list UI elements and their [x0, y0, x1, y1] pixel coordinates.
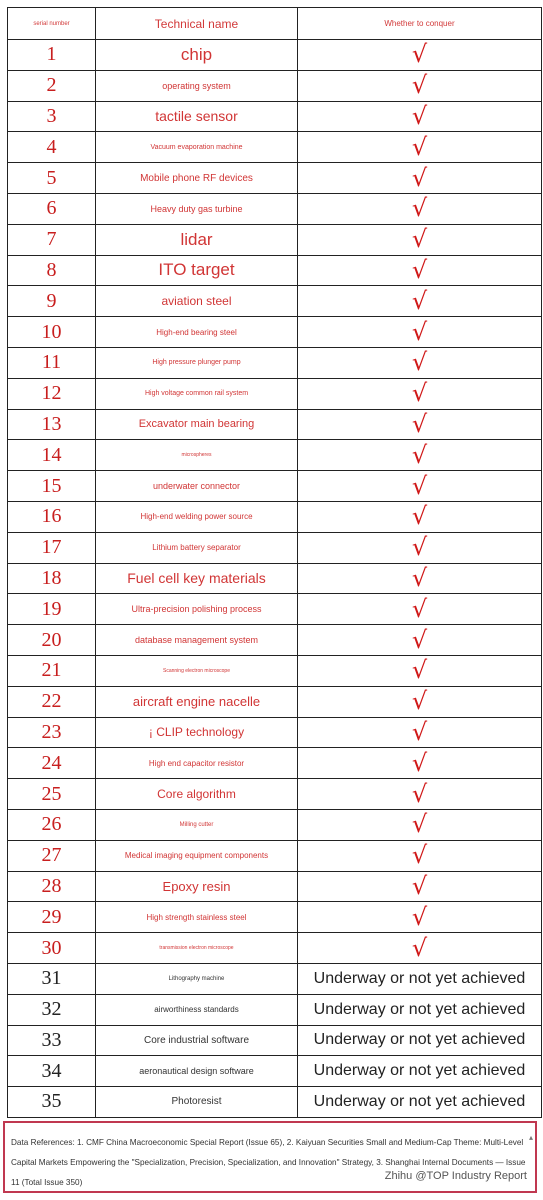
technical-name-cell: Mobile phone RF devices [96, 163, 298, 194]
checkmark-icon: √ [411, 379, 428, 408]
table-row [8, 563, 542, 594]
status-text: Underway or not yet achieved [313, 1092, 526, 1110]
checkmark-icon: √ [411, 409, 428, 438]
technical-name-cell: Lithography machine [96, 963, 298, 994]
technical-name-cell: Lithium battery separator [96, 532, 298, 563]
serial-number-cell: 27 [8, 840, 96, 871]
serial-number-cell: 7 [8, 224, 96, 255]
checkmark-cell [298, 193, 542, 224]
checkmark-icon: √ [411, 687, 428, 716]
table-row [8, 409, 542, 440]
technical-name-cell: High-end welding power source [96, 501, 298, 532]
checkmark-cell [298, 871, 542, 902]
references-text: Data References: 1. CMF China Macroeconomic Special Report (Issue 65), 2. Kaiyuan Securities Small and Medium-Cap Theme: Multi-Level Capital Markets Empowering the "Specialization, Precision, Specialization, and Innovation" Strategy, 3. Shanghai Internal Documents — Issue 11 (Total Issue 350) [11, 1138, 526, 1187]
serial-number-cell: 2 [8, 70, 96, 101]
serial-number-cell: 3 [8, 101, 96, 132]
serial-number-cell: 33 [8, 1025, 96, 1056]
serial-number-cell: 26 [8, 809, 96, 840]
table-row [8, 347, 542, 378]
technical-name-cell: Photoresist [96, 1087, 298, 1118]
table-row [8, 132, 542, 163]
status-text: Underway or not yet achieved [313, 1000, 526, 1018]
checkmark-icon: √ [411, 841, 428, 870]
table-row [8, 163, 542, 194]
table-body [8, 40, 542, 1118]
serial-number-cell: 8 [8, 255, 96, 286]
technology-table [7, 7, 542, 1118]
technical-name-cell: Medical imaging equipment components [96, 840, 298, 871]
checkmark-icon: √ [411, 717, 428, 746]
table-row [8, 532, 542, 563]
header-technical-name: Technical name [96, 8, 298, 40]
checkmark-cell [298, 347, 542, 378]
checkmark-icon: √ [411, 563, 428, 592]
checkmark-cell [298, 471, 542, 502]
serial-number-cell: 6 [8, 193, 96, 224]
checkmark-cell [298, 163, 542, 194]
header-whether-to-conquer: Whether to conquer [298, 8, 542, 40]
serial-number-cell: 29 [8, 902, 96, 933]
table-row [8, 809, 542, 840]
serial-number-cell: 32 [8, 994, 96, 1025]
checkmark-cell [298, 378, 542, 409]
table-row [8, 994, 542, 1025]
table-row [8, 686, 542, 717]
checkmark-icon: √ [411, 779, 428, 808]
table-row [8, 933, 542, 964]
serial-number-cell: 31 [8, 963, 96, 994]
technical-name-cell: underwater connector [96, 471, 298, 502]
checkmark-cell [298, 902, 542, 933]
checkmark-icon: √ [411, 871, 428, 900]
table-row [8, 501, 542, 532]
checkmark-icon: √ [411, 40, 428, 69]
technical-name-cell: transmission electron microscope [96, 933, 298, 964]
checkmark-cell [298, 70, 542, 101]
checkmark-icon: √ [411, 225, 428, 254]
technical-name-cell: High voltage common rail system [96, 378, 298, 409]
checkmark-cell [298, 717, 542, 748]
checkmark-icon: √ [411, 71, 428, 100]
checkmark-icon: √ [411, 533, 428, 562]
checkmark-cell [298, 625, 542, 656]
checkmark-icon: √ [411, 933, 428, 962]
serial-number-cell: 35 [8, 1087, 96, 1118]
technical-name-cell: Milling cutter [96, 809, 298, 840]
technical-name-cell: airworthiness standards [96, 994, 298, 1025]
table-row [8, 625, 542, 656]
checkmark-cell [298, 255, 542, 286]
table-row [8, 1056, 542, 1087]
serial-number-cell: 34 [8, 1056, 96, 1087]
table-row [8, 1025, 542, 1056]
checkmark-icon: √ [411, 194, 428, 223]
checkmark-cell [298, 748, 542, 779]
serial-number-cell: 4 [8, 132, 96, 163]
table-row [8, 255, 542, 286]
serial-number-cell: 19 [8, 594, 96, 625]
checkmark-icon: √ [411, 317, 428, 346]
technical-name-cell: ¡ CLIP technology [96, 717, 298, 748]
table-header-row [8, 8, 542, 40]
status-cell [298, 994, 542, 1025]
status-cell [298, 963, 542, 994]
checkmark-cell [298, 809, 542, 840]
checkmark-cell [298, 594, 542, 625]
checkmark-cell [298, 655, 542, 686]
technical-name-cell: High pressure plunger pump [96, 347, 298, 378]
serial-number-cell: 15 [8, 471, 96, 502]
checkmark-icon: √ [411, 286, 428, 315]
technical-name-cell: aeronautical design software [96, 1056, 298, 1087]
checkmark-cell [298, 501, 542, 532]
checkmark-cell [298, 440, 542, 471]
table-row [8, 779, 542, 810]
technical-name-cell: Core industrial software [96, 1025, 298, 1056]
status-text: Underway or not yet achieved [313, 1031, 526, 1049]
checkmark-cell [298, 563, 542, 594]
serial-number-cell: 28 [8, 871, 96, 902]
checkmark-cell [298, 132, 542, 163]
checkmark-icon: √ [411, 810, 428, 839]
status-cell [298, 1087, 542, 1118]
serial-number-cell: 25 [8, 779, 96, 810]
serial-number-cell: 5 [8, 163, 96, 194]
table-row [8, 471, 542, 502]
checkmark-icon: √ [411, 902, 428, 931]
serial-number-cell: 11 [8, 347, 96, 378]
table-row [8, 378, 542, 409]
table-row [8, 840, 542, 871]
serial-number-cell: 21 [8, 655, 96, 686]
technical-name-cell: ITO target [96, 255, 298, 286]
serial-number-cell: 22 [8, 686, 96, 717]
technical-name-cell: aviation steel [96, 286, 298, 317]
technical-name-cell: Fuel cell key materials [96, 563, 298, 594]
checkmark-icon: √ [411, 594, 428, 623]
technical-name-cell: High end capacitor resistor [96, 748, 298, 779]
checkmark-icon: √ [411, 748, 428, 777]
table-row [8, 40, 542, 71]
checkmark-icon: √ [411, 502, 428, 531]
technical-name-cell: High-end bearing steel [96, 317, 298, 348]
serial-number-cell: 10 [8, 317, 96, 348]
technical-name-cell: Epoxy resin [96, 871, 298, 902]
checkmark-cell [298, 686, 542, 717]
source-attribution: Zhihu @TOP Industry Report [381, 1170, 527, 1182]
checkmark-icon: √ [411, 163, 428, 192]
checkmark-cell [298, 101, 542, 132]
technical-name-cell: chip [96, 40, 298, 71]
serial-number-cell: 20 [8, 625, 96, 656]
serial-number-cell: 23 [8, 717, 96, 748]
serial-number-cell: 1 [8, 40, 96, 71]
status-text: Underway or not yet achieved [313, 1062, 526, 1080]
technical-name-cell: Scanning electron microscope [96, 655, 298, 686]
table-row [8, 902, 542, 933]
status-text: Underway or not yet achieved [313, 969, 526, 987]
header-serial-number: serial number [8, 8, 96, 40]
scroll-indicator-icon: ▴ [528, 1133, 533, 1142]
table-row [8, 224, 542, 255]
checkmark-icon: √ [411, 255, 428, 284]
checkmark-cell [298, 40, 542, 71]
checkmark-icon: √ [411, 625, 428, 654]
table-row [8, 1087, 542, 1118]
checkmark-cell [298, 532, 542, 563]
checkmark-cell [298, 409, 542, 440]
serial-number-cell: 17 [8, 532, 96, 563]
technical-name-cell: Core algorithm [96, 779, 298, 810]
table-row [8, 594, 542, 625]
table-row [8, 963, 542, 994]
status-cell [298, 1025, 542, 1056]
technical-name-cell: microspheres [96, 440, 298, 471]
table-row [8, 317, 542, 348]
checkmark-cell [298, 779, 542, 810]
technical-name-cell: lidar [96, 224, 298, 255]
checkmark-icon: √ [411, 656, 428, 685]
checkmark-cell [298, 840, 542, 871]
serial-number-cell: 30 [8, 933, 96, 964]
table-row [8, 101, 542, 132]
table-row [8, 286, 542, 317]
serial-number-cell: 12 [8, 378, 96, 409]
serial-number-cell: 9 [8, 286, 96, 317]
serial-number-cell: 13 [8, 409, 96, 440]
table-row [8, 871, 542, 902]
technical-name-cell: tactile sensor [96, 101, 298, 132]
checkmark-icon: √ [411, 440, 428, 469]
serial-number-cell: 14 [8, 440, 96, 471]
checkmark-icon: √ [411, 132, 428, 161]
status-cell [298, 1056, 542, 1087]
table-row [8, 655, 542, 686]
table-row [8, 440, 542, 471]
technical-name-cell: operating system [96, 70, 298, 101]
checkmark-cell [298, 933, 542, 964]
checkmark-cell [298, 317, 542, 348]
checkmark-cell [298, 224, 542, 255]
technical-name-cell: Vacuum evaporation machine [96, 132, 298, 163]
table-row [8, 70, 542, 101]
checkmark-cell [298, 286, 542, 317]
checkmark-icon: √ [411, 471, 428, 500]
technical-name-cell: Ultra-precision polishing process [96, 594, 298, 625]
serial-number-cell: 24 [8, 748, 96, 779]
technical-name-cell: database management system [96, 625, 298, 656]
technical-name-cell: Heavy duty gas turbine [96, 193, 298, 224]
table-row [8, 717, 542, 748]
serial-number-cell: 16 [8, 501, 96, 532]
checkmark-icon: √ [411, 101, 428, 130]
technical-name-cell: Excavator main bearing [96, 409, 298, 440]
table-row [8, 748, 542, 779]
technical-name-cell: High strength stainless steel [96, 902, 298, 933]
serial-number-cell: 18 [8, 563, 96, 594]
checkmark-icon: √ [411, 348, 428, 377]
table-row [8, 193, 542, 224]
references-box [3, 1121, 537, 1193]
technical-name-cell: aircraft engine nacelle [96, 686, 298, 717]
